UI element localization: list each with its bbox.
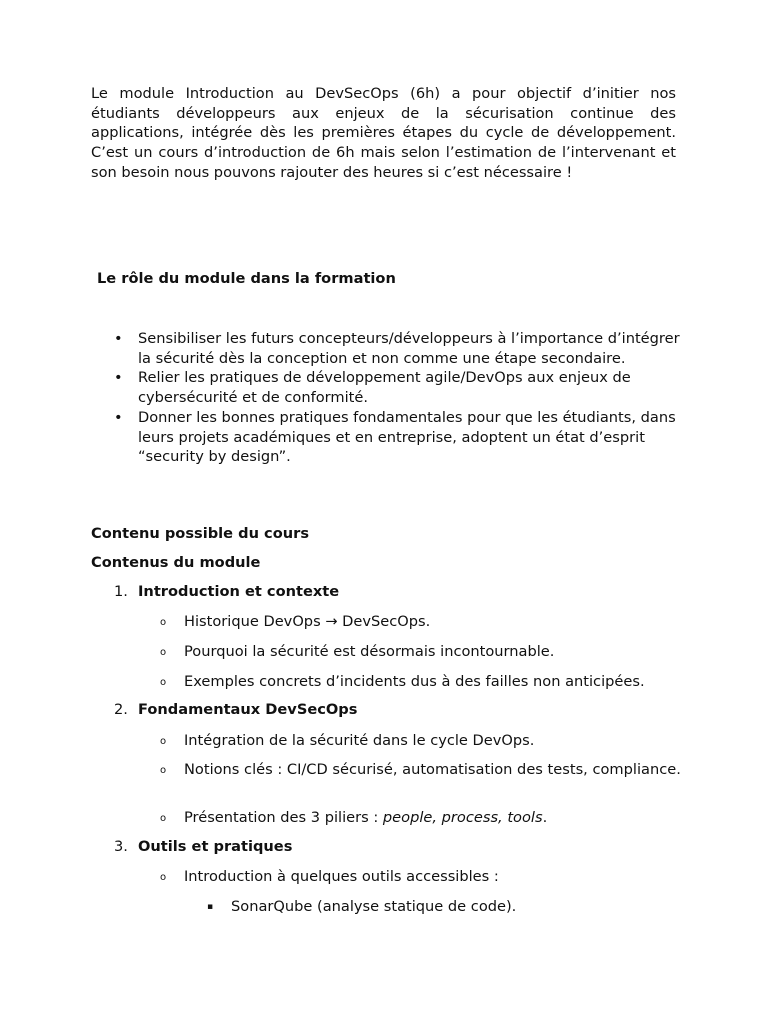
list-item [160,760,690,780]
role-heading: Le rôle du module dans la formation [97,270,396,287]
list-item-text: Relier les pratiques de développement agile/DevOps aux enjeux de cybersécurité et de conformité. [138,369,631,407]
list-item [160,867,690,887]
bullet-icon: • [114,369,123,387]
circle-bullet-icon: o [160,765,167,776]
section-title: Introduction et contexte [138,583,340,600]
list-item-text: Donner les bonnes pratiques fondamentales pour que les étudiants, dans leurs projets académiques et en entreprise, adoptent un état d’esprit “security by design”. [138,408,676,466]
list-item [160,612,690,632]
section-number: 2. [114,701,128,718]
list-item [114,368,683,407]
square-bullet-icon: ▪ [207,902,214,912]
list-item [114,408,683,467]
list-item [160,731,690,751]
list-item-text [184,808,690,828]
section-3-heading [114,838,292,855]
bullet-icon: • [114,330,123,347]
list-item-text: Pourquoi la sécurité est désormais incontournable. [184,643,555,660]
list-item-text: SonarQube (analyse statique de code). [231,898,517,915]
list-item [160,642,690,662]
intro-paragraph: Le module Introduction au DevSecOps (6h) a pour objectif d’initier nos étudiants développeurs aux enjeux de la sécurisation continue des applications, intégrée dès les premières étapes du cycle de développement. C’est un cours d’introduction de 6h mais selon l’estimation de l’intervenant et son besoin nous pouvons rajouter des heures si c’est nécessaire ! [91,85,676,181]
role-bullet-list [114,329,683,467]
text-prefix: Présentation des 3 piliers : [184,809,383,826]
section-title: Fondamentaux DevSecOps [138,701,358,718]
circle-bullet-icon: o [160,677,167,688]
bullet-icon: • [114,408,123,426]
list-item [207,898,516,915]
list-item-text: Notions clés : CI/CD sécurisé, automatisation des tests, compliance. [184,761,681,778]
section-1-heading [114,583,339,600]
circle-bullet-icon: o [160,736,167,747]
list-item-text: Intégration de la sécurité dans le cycle DevOps. [184,732,535,749]
section-title: Outils et pratiques [138,838,293,855]
list-item-text: Introduction à quelques outils accessibles : [184,868,499,885]
circle-bullet-icon: o [160,813,167,824]
circle-bullet-icon: o [160,617,167,628]
section-2-heading [114,701,357,718]
circle-bullet-icon: o [160,872,167,883]
list-item [160,808,690,828]
content-possible-heading: Contenu possible du cours [91,525,310,542]
text-suffix: . [542,809,548,826]
list-item [114,329,683,368]
list-item-text: Historique DevOps → DevSecOps. [184,613,431,630]
list-item [160,672,690,692]
content-module-heading: Contenus du module [91,554,261,571]
list-item-text: Exemples concrets d’incidents dus à des failles non anticipées. [184,673,645,690]
section-number: 3. [114,838,128,855]
section-number: 1. [114,583,128,600]
text-emphasis: people, process, tools [382,809,543,826]
list-item-text: Sensibiliser les futurs concepteurs/développeurs à l’importance d’intégrer la sécurité dès la conception et non comme une étape secondaire. [138,330,680,367]
circle-bullet-icon: o [160,647,167,658]
